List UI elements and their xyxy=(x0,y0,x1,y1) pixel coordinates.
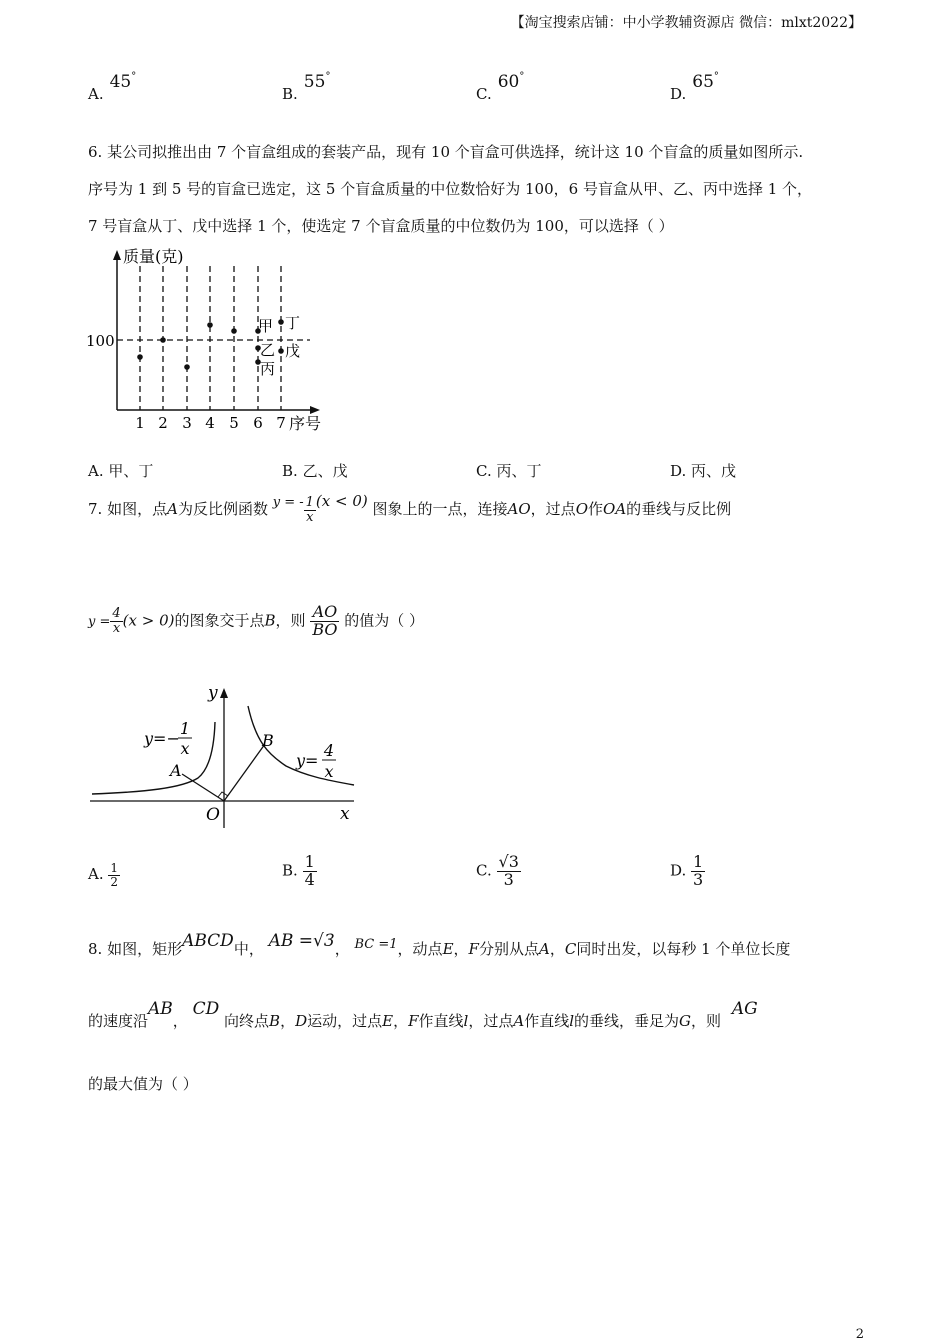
option-value: 60 xyxy=(497,72,520,92)
dashed-guides xyxy=(117,266,310,410)
point-wu xyxy=(278,348,284,354)
option-text: 甲、丁 xyxy=(108,462,154,480)
y-axis-label: y xyxy=(208,683,218,703)
left-curve-label: y=− xyxy=(144,729,180,748)
q6-line-1: 6. 某公司拟推出由 7 个盲盒组成的套装产品，现有 10 个盲盒可供选择，统计这 10 个盲盒的质量如图所示. xyxy=(88,143,804,161)
math-var: l xyxy=(463,1012,469,1030)
q7-option-a xyxy=(88,862,120,888)
page-header: 【淘宝搜索店铺：中小学教辅资源店 微信：mlxt2022】 xyxy=(510,15,862,31)
option-letter: A. xyxy=(88,85,104,103)
option-value: 65 xyxy=(692,72,714,92)
math-var: OA xyxy=(603,500,627,519)
fraction: $\frac{1}{x}$ xyxy=(305,495,314,525)
option-text: 乙、戊 xyxy=(302,462,348,480)
text: 作直线 xyxy=(524,1012,570,1030)
text: 的图象交于点 xyxy=(174,611,265,630)
label-wu: 戊 xyxy=(285,342,301,360)
origin-label: O xyxy=(206,805,220,825)
point-3 xyxy=(184,364,190,370)
axes xyxy=(113,250,320,414)
tick-label: 1 xyxy=(135,414,145,432)
q5-option-a: A.45° xyxy=(88,71,137,103)
q6-option-d xyxy=(670,460,736,481)
math-var: F xyxy=(408,1012,419,1030)
q7-option-d xyxy=(670,854,705,889)
math-expr: y = xyxy=(88,614,111,630)
text: 作直线 xyxy=(418,1012,464,1030)
q7-option-c xyxy=(476,854,521,889)
q5-option-b: B.55° xyxy=(282,71,331,103)
right-angle-mark xyxy=(218,792,228,797)
q8-line-2 xyxy=(88,999,758,1031)
text: 中， xyxy=(233,940,264,958)
text: 同时出发，以每秒 1 个单位长度 xyxy=(576,940,791,958)
text: 8. 如图，矩形 xyxy=(88,940,183,958)
option-text: 丙、丁 xyxy=(496,462,542,480)
math-expr: (x < 0) xyxy=(315,492,368,511)
text: ，则 xyxy=(691,1012,722,1030)
q6-mass-chart xyxy=(80,244,340,436)
text: ，则 xyxy=(275,611,306,630)
page-number: 2 xyxy=(855,1327,864,1342)
q7-line-1 xyxy=(88,492,732,525)
ref-line-label: 100 xyxy=(86,332,115,350)
option-letter: B. xyxy=(282,85,298,103)
x-axis-label: x xyxy=(340,804,350,824)
label-jia: 甲 xyxy=(258,317,274,335)
tick-label: 7 xyxy=(276,414,286,432)
y-axis-label: 质量(克) xyxy=(123,247,184,266)
q6-line-2: 序号为 1 到 5 号的盲盒已选定，这 5 个盲盒质量的中位数恰好为 100，6 号盲盒从甲、乙、丙中选择 1 个， xyxy=(88,180,813,198)
label-yi: 乙 xyxy=(260,341,276,359)
text: ， xyxy=(393,1012,409,1030)
text: 图象上的一点，连接 xyxy=(372,500,508,519)
math-var: AG xyxy=(731,999,758,1019)
q7-line-2 xyxy=(88,604,424,639)
text: ， xyxy=(280,1012,296,1030)
text: 向终点 xyxy=(224,1012,270,1030)
option-fraction: $\frac{1}{3}$ xyxy=(693,852,704,889)
option-value: 55 xyxy=(303,72,326,92)
math-var: l xyxy=(569,1012,575,1030)
option-text: 丙、戊 xyxy=(691,462,737,480)
math-var: F xyxy=(468,940,479,958)
q6-option-a xyxy=(88,460,153,481)
y-arrow xyxy=(220,688,228,698)
option-letter: B. xyxy=(282,462,298,480)
label-ding: 丁 xyxy=(285,314,301,332)
text: ， xyxy=(334,940,350,958)
math-var: B xyxy=(264,611,276,630)
point-b-label: B xyxy=(262,731,274,750)
math-expr: y = - xyxy=(272,495,304,511)
option-letter: B. xyxy=(282,861,298,880)
right-curve-label: y= xyxy=(296,751,319,770)
tick-label: 2 xyxy=(158,414,168,432)
text: ， xyxy=(172,1012,188,1030)
text: 运动，过点 xyxy=(307,1012,383,1030)
text: 分别从点 xyxy=(478,940,539,958)
q6-line-3: 7 号盲盒从丁、戊中选择 1 个，使选定 7 个盲盒质量的中位数仍为 100，可以选择（ ） xyxy=(88,217,674,235)
math-var: E xyxy=(442,940,454,958)
math-var: E xyxy=(382,1012,394,1030)
option-fraction: $\frac{1}{4}$ xyxy=(304,852,315,889)
option-fraction: $\frac{1}{2}$ xyxy=(110,861,119,889)
point-1 xyxy=(137,354,143,360)
math-var: O xyxy=(575,500,588,519)
right-curve-num: 4 xyxy=(323,741,335,760)
math-expr: AB =√3 xyxy=(268,931,335,951)
math-var: AB xyxy=(148,999,173,1019)
tick-label: 3 xyxy=(182,414,192,432)
math-var: D xyxy=(295,1012,308,1030)
q6-option-c xyxy=(476,460,542,481)
label-bing: 丙 xyxy=(260,360,276,378)
math-var: A xyxy=(167,500,178,519)
math-var: B xyxy=(269,1012,281,1030)
math-expr: (x > 0) xyxy=(122,611,175,630)
math-var: G xyxy=(679,1012,692,1030)
text: 为反比例函数 xyxy=(177,500,268,519)
option-letter: A. xyxy=(88,865,104,884)
text: 的值为（ ） xyxy=(344,611,425,630)
q8-line-1 xyxy=(88,931,791,959)
text: ， xyxy=(549,940,565,958)
math-var: ABCD xyxy=(182,931,234,951)
fraction: $\frac{4}{x}$ xyxy=(112,606,121,636)
text: ， xyxy=(453,940,469,958)
text: 的垂线，垂足为 xyxy=(574,1012,680,1030)
text: 的垂线与反比例 xyxy=(626,500,732,519)
segment-ob xyxy=(224,744,265,801)
option-fraction: $\frac{√3}{3}$ xyxy=(498,852,519,889)
tick-label: 5 xyxy=(229,414,239,432)
option-letter: C. xyxy=(476,85,492,103)
option-letter: A. xyxy=(88,462,104,480)
text: 7. 如图，点 xyxy=(88,500,168,519)
text: ，过点 xyxy=(468,1012,514,1030)
left-curve-num: 1 xyxy=(179,719,191,738)
left-curve-den: x xyxy=(180,739,190,758)
math-expr: BC =1 xyxy=(354,937,398,952)
option-letter: D. xyxy=(670,85,687,103)
option-letter: D. xyxy=(670,861,687,880)
segment-ao xyxy=(182,774,224,801)
math-var: A xyxy=(513,1012,525,1030)
math-var: AO xyxy=(507,500,531,519)
q6-option-b xyxy=(282,460,348,481)
x-ticks xyxy=(135,414,286,432)
q5-option-c: C.60° xyxy=(476,71,525,103)
q7-option-b xyxy=(282,854,317,889)
option-value: 45 xyxy=(109,72,132,92)
point-5 xyxy=(231,328,237,334)
math-var: CD xyxy=(192,999,220,1019)
q5-option-d: D.65° xyxy=(670,71,719,103)
right-curve-den: x xyxy=(324,762,334,781)
x-axis-label: 序号 xyxy=(289,414,322,433)
text: ，动点 xyxy=(397,940,443,958)
text: 的速度沿 xyxy=(88,1012,149,1030)
tick-label: 4 xyxy=(205,414,215,432)
math-var: C xyxy=(564,940,577,958)
q8-line-3: 的最大值为（ ） xyxy=(88,1075,198,1093)
text: 作 xyxy=(588,500,604,519)
q7-hyperbola-graph xyxy=(86,682,366,832)
option-letter: C. xyxy=(476,462,492,480)
point-ding xyxy=(278,319,284,325)
tick-label: 6 xyxy=(253,414,263,432)
math-var: A xyxy=(538,940,550,958)
option-letter: D. xyxy=(670,462,687,480)
point-a-label: A xyxy=(170,761,182,780)
ratio-fraction: $\frac{AO}{BO}$ xyxy=(312,602,338,639)
option-letter: C. xyxy=(476,861,492,880)
point-4 xyxy=(207,322,213,328)
point-2 xyxy=(160,337,166,343)
text: ，过点 xyxy=(530,500,576,519)
